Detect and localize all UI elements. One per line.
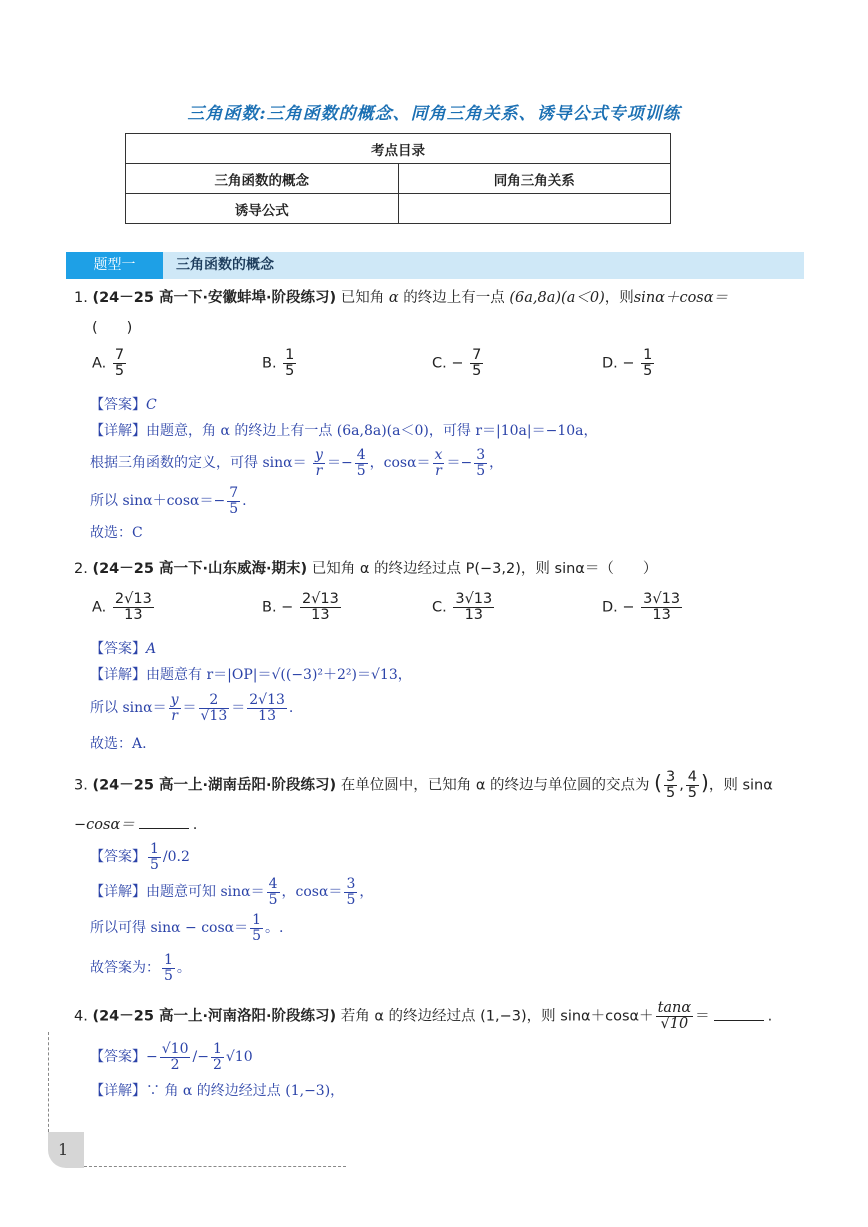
- answer-blank[interactable]: [714, 1006, 764, 1021]
- page-number: 1: [58, 1140, 69, 1159]
- question-expr: sinα＋cosα＝: [633, 290, 729, 306]
- question-condition: (a＜0): [561, 290, 605, 306]
- question-text: ，则: [604, 290, 634, 306]
- detail-line: 所以 sinα＝ $\frac{y}{r}$ ＝ $\frac{2}{√13}$ ＝ $\frac{2√13}{13}$ .: [90, 692, 294, 724]
- question-source: (24－25 高一下·山东威海·期末): [92, 561, 308, 577]
- question-point: (6a,8a): [509, 290, 562, 306]
- option-c: C. − $\frac{7}{5}$: [432, 347, 482, 380]
- detail-line: 所以 sinα＋cosα＝− $\frac{7}{5}$ .: [90, 485, 247, 517]
- option-c: C. $\frac{3√13}{13}$: [432, 591, 493, 624]
- toc-item: 诱导公式: [126, 194, 399, 224]
- toc-empty-cell: [398, 194, 671, 224]
- question-4: 4. (24－25 高一上·河南洛阳·阶段练习) 若角 α 的终边经过点 (1,−3)，则 sinα＋cosα＋ $\frac{\tan\alpha}{√10}$ ＝ .: [74, 1000, 773, 1033]
- answer-blank[interactable]: [139, 814, 189, 829]
- question-1: 1. (24－25 高一下·安徽蚌埠·阶段练习) 已知角 α 的终边上有一点 (6a,8a)(a＜0)，则sinα＋cosα＝: [74, 290, 729, 306]
- answer-line: 【答案】C: [90, 397, 157, 413]
- option-b: B. $\frac{1}{5}$: [262, 347, 295, 380]
- page-border-dashed: [48, 1032, 49, 1132]
- page-title: 三角函数:三角函数的概念、同角三角关系、诱导公式专项训练: [187, 104, 681, 124]
- section-title: 三角函数的概念: [176, 257, 274, 273]
- section-tag: 题型一: [66, 252, 163, 279]
- toc-item: 同角三角关系: [398, 164, 671, 194]
- toc-item: 三角函数的概念: [126, 164, 399, 194]
- detail-line: 【详解】由题意有 r＝|OP|＝√((−3)²＋2²)＝√13，: [90, 667, 412, 683]
- detail-line: 根据三角函数的定义，可得 sinα＝ $\frac{y}{r}$ ＝− $\frac{4}{5}$ ，cosα＝ $\frac{x}{r}$ ＝− $\frac{3}{5}$ ，: [90, 447, 504, 479]
- question-text: 的终边上有一点: [403, 290, 505, 306]
- option-b: B. − $\frac{2√13}{13}$: [262, 591, 339, 624]
- answer-line: 【答案】 $\frac{1}{5}$ /0.2: [90, 841, 190, 873]
- page-border-dashed: [84, 1166, 346, 1167]
- option-d: D. − $\frac{1}{5}$: [602, 347, 653, 380]
- detail-line: 所以可得 sinα − cosα＝ $\frac{1}{5}$ 。.: [90, 912, 284, 944]
- answer-line: 【答案】A: [90, 641, 157, 657]
- question-number: 1.: [74, 290, 88, 306]
- detail-line: 【详解】由题意可知 sinα＝ $\frac{4}{5}$ ，cosα＝ $\frac{3}{5}$ ，: [90, 876, 374, 908]
- question-source: (24－25 高一下·安徽蚌埠·阶段练习): [92, 290, 337, 306]
- question-paren: ( ): [92, 320, 133, 336]
- detail-line: 【详解】由题意，角 α 的终边上有一点 (6a,8a)(a＜0)，可得 r＝|10a|＝−10a，: [90, 423, 598, 439]
- option-a: A. $\frac{7}{5}$: [92, 347, 125, 380]
- question-2: 2. (24－25 高一下·山东威海·期末) 已知角 α 的终边经过点 P(−3,2)，则 sinα＝（ ）: [74, 561, 658, 577]
- answer-line: 【答案】− $\frac{√10}{2}$ /− $\frac{1}{2}$ √10: [90, 1041, 253, 1073]
- question-text: 已知角 α 的终边经过点 P(−3,2)，则 sinα＝（ ）: [311, 561, 658, 577]
- option-d: D. − $\frac{3√13}{13}$: [602, 591, 681, 624]
- detail-line: 故答案为： $\frac{1}{5}$ 。: [90, 952, 191, 984]
- detail-line: 故选：C: [90, 525, 143, 541]
- question-3: 3. (24－25 高一上·湖南岳阳·阶段练习) 在单位圆中，已知角 α 的终边与单位圆的交点为 ( $\frac{3}{5}$ , $\frac{4}{5}$ )，则 sinα: [74, 769, 773, 802]
- option-a: A. $\frac{2√13}{13}$: [92, 591, 152, 624]
- question-source: (24－25 高一上·河南洛阳·阶段练习): [92, 1008, 337, 1025]
- detail-line: 【详解】∵ 角 α 的终边经过点 (1,−3)，: [90, 1083, 345, 1099]
- question-source: (24－25 高一上·湖南岳阳·阶段练习): [92, 777, 337, 794]
- question-3-line2: −cosα＝ .: [74, 813, 197, 834]
- toc-heading: 考点目录: [126, 134, 671, 164]
- detail-line: 故选：A.: [90, 736, 147, 752]
- question-text: 已知角: [340, 290, 385, 306]
- toc-table: [125, 133, 671, 224]
